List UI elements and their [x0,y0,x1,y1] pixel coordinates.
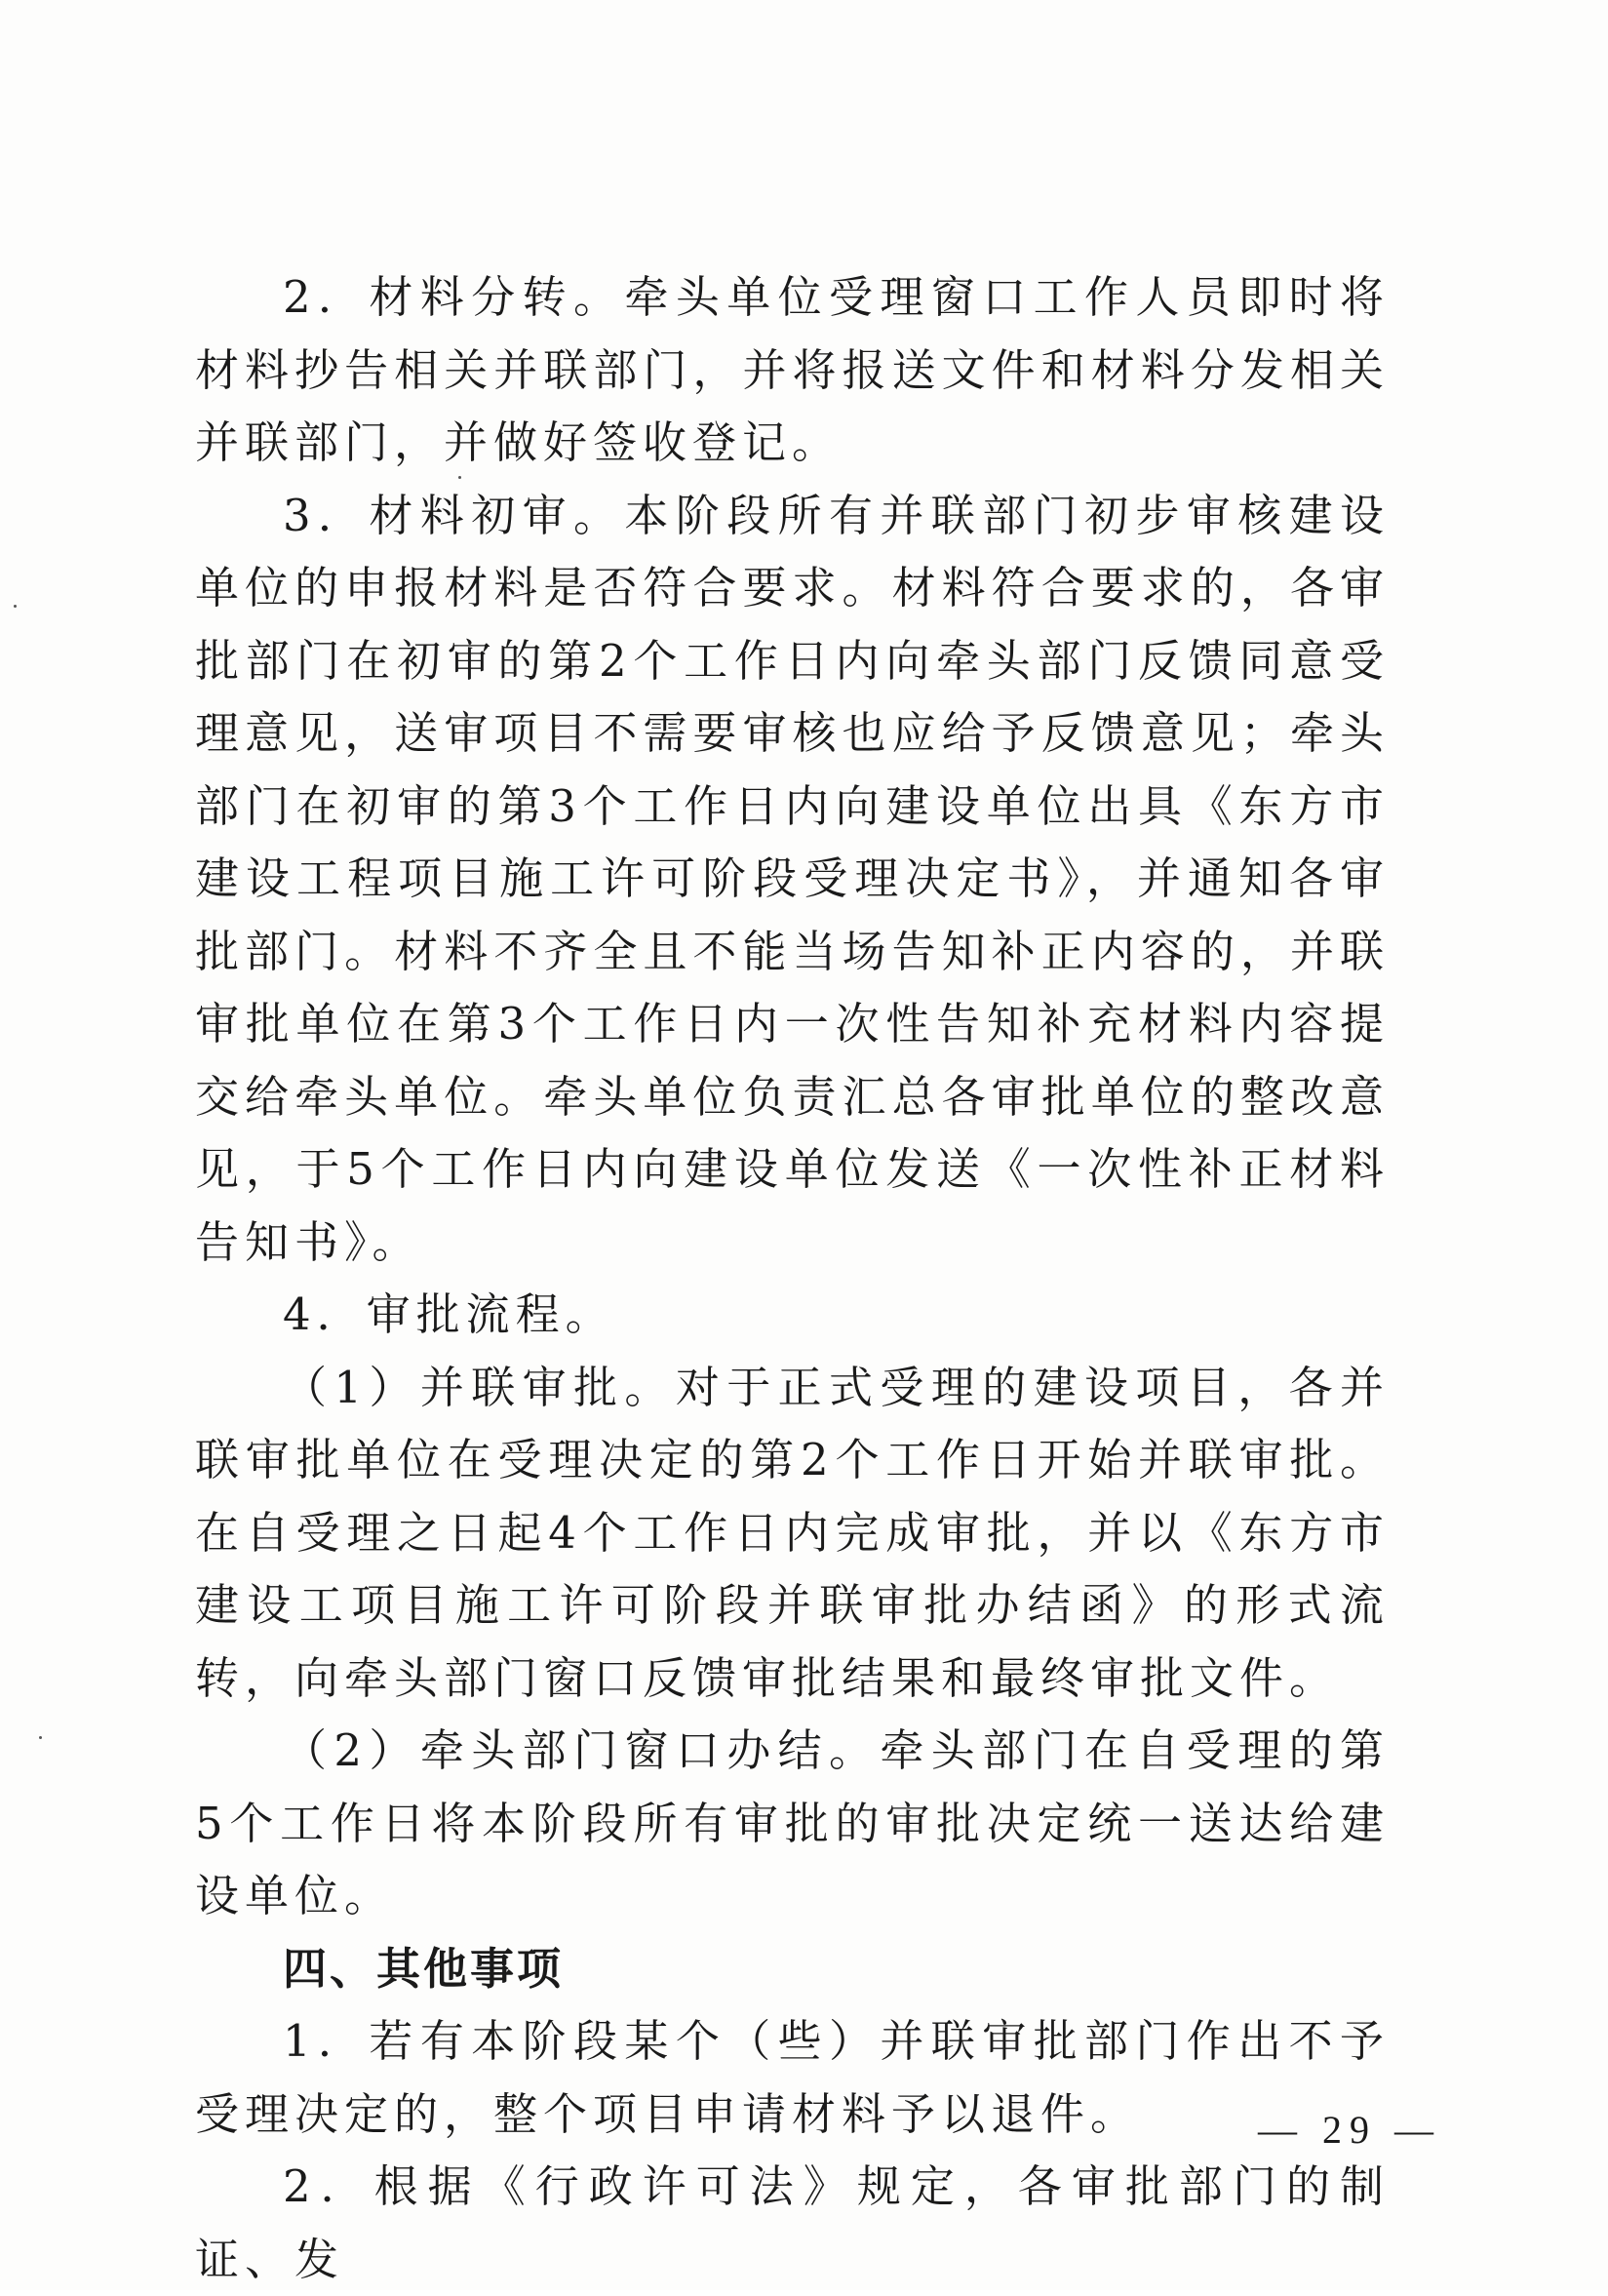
paragraph-material-preliminary-review: 3．材料初审。本阶段所有并联部门初步审核建设单位的申报材料是否符合要求。材料符合要求的，各审批部门在初审的第2个工作日内向牵头部门反馈同意受理意见，送审项目不需要审核也应给予反馈意见；牵头部门在初审的第3个工作日内向建设单位出具《东方市建设工程项目施工许可阶段受理决定书》，并通知各审批部门。材料不齐全且不能当场告知补正内容的，并联审批单位在第3个工作日内一次性告知补充材料内容提交给牵头单位。牵头单位负责汇总各审批单位的整改意见，于5个工作日内向建设单位发送《一次性补正材料告知书》。 [195,489,1390,1268]
scan-speck [14,605,17,608]
paragraph-administrative-license-law: 2．根据《行政许可法》规定，各审批部门的制证、发 [195,2160,1390,2285]
scan-speck [458,476,461,479]
page-number: — 29 — [1258,2108,1441,2152]
paragraph-lead-window-completion: （2）牵头部门窗口办结。牵头部门在自受理的第5个工作日将本阶段所有审批的审批决定统一送达给建设单位。 [195,1724,1390,1921]
scan-speck [39,1736,42,1739]
paragraph-approval-process: 4．审批流程。 [283,1288,615,1340]
paragraph-material-transfer: 2．材料分转。牵头单位受理窗口工作人员即时将材料抄告相关并联部门，并将报送文件和材料分发相关并联部门，并做好签收登记。 [195,271,1390,468]
paragraph-rejection: 1．若有本阶段某个（些）并联审批部门作出不予受理决定的，整个项目申请材料予以退件。 [195,2015,1390,2140]
document-body [195,261,1390,2296]
section-heading-other-matters: 四、其他事项 [283,1942,565,1995]
paragraph-parallel-approval: （1）并联审批。对于正式受理的建设项目，各并联审批单位在受理决定的第2个工作日开始并联审批。在自受理之日起4个工作日内完成审批，并以《东方市建设工项目施工许可阶段并联审批办结函》的形式流转，向牵头部门窗口反馈审批结果和最终审批文件。 [195,1361,1390,1704]
